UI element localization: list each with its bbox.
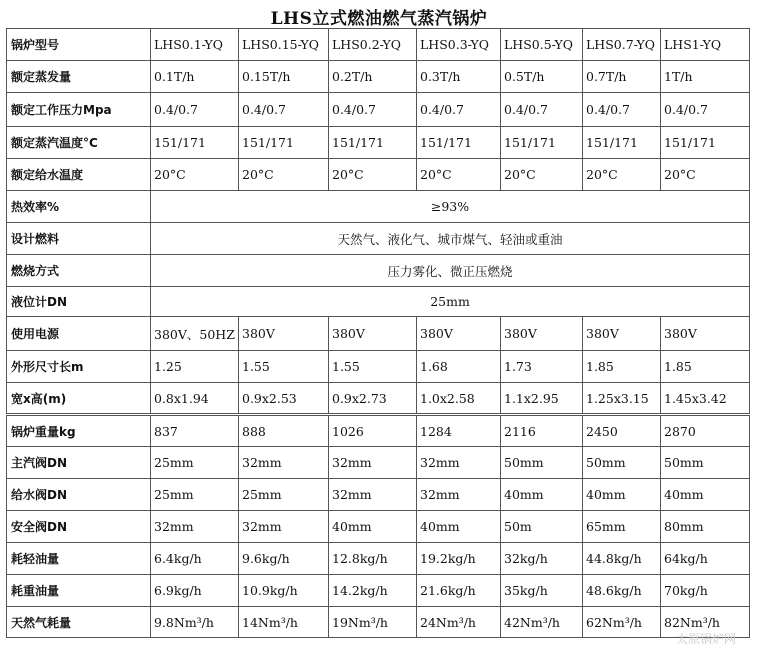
spec-table xyxy=(6,28,750,638)
table-cell: 40mm xyxy=(417,511,501,543)
table-cell: 9.6kg/h xyxy=(239,543,329,575)
table-cell: 19Nm³/h xyxy=(329,607,417,638)
table-cell: 1026 xyxy=(329,415,417,447)
table-row xyxy=(7,479,750,511)
row-label: 设计燃料 xyxy=(7,223,151,255)
row-label: 锅炉型号 xyxy=(7,29,151,61)
table-row xyxy=(7,575,750,607)
table-cell: 0.4/0.7 xyxy=(417,93,501,127)
table-cell: 10.9kg/h xyxy=(239,575,329,607)
table-cell: 42Nm³/h xyxy=(501,607,583,638)
table-cell: 1.85 xyxy=(661,351,750,383)
table-cell: 1.25x3.15 xyxy=(583,383,661,415)
row-label: 热效率% xyxy=(7,191,151,223)
table-row xyxy=(7,29,750,61)
table-cell: 380V xyxy=(329,317,417,351)
table-cell: 6.4kg/h xyxy=(151,543,239,575)
table-cell: 64kg/h xyxy=(661,543,750,575)
table-cell: 20°C xyxy=(661,159,750,191)
table-row xyxy=(7,543,750,575)
table-cell: 0.1T/h xyxy=(151,61,239,93)
table-cell: 1284 xyxy=(417,415,501,447)
row-label: 使用电源 xyxy=(7,317,151,351)
table-cell: 380V xyxy=(583,317,661,351)
row-label: 额定工作压力Mpa xyxy=(7,93,151,127)
table-cell: 65mm xyxy=(583,511,661,543)
table-row xyxy=(7,223,750,255)
table-cell: 50mm xyxy=(661,447,750,479)
row-label: 燃烧方式 xyxy=(7,255,151,287)
table-cell: 50mm xyxy=(501,447,583,479)
table-cell: 32mm xyxy=(417,447,501,479)
table-cell: 0.4/0.7 xyxy=(239,93,329,127)
table-cell: 1.1x2.95 xyxy=(501,383,583,415)
table-cell-merged: ≥93% xyxy=(151,191,750,223)
row-label: 额定蒸汽温度°C xyxy=(7,127,151,159)
table-cell: 0.8x1.94 xyxy=(151,383,239,415)
table-cell: 32kg/h xyxy=(501,543,583,575)
table-cell: 44.8kg/h xyxy=(583,543,661,575)
table-cell: 50mm xyxy=(583,447,661,479)
table-cell: 0.4/0.7 xyxy=(583,93,661,127)
row-label: 额定给水温度 xyxy=(7,159,151,191)
row-label: 天然气耗量 xyxy=(7,607,151,638)
table-cell: 0.9x2.53 xyxy=(239,383,329,415)
table-row xyxy=(7,607,750,638)
table-cell: LHS1-YQ xyxy=(661,29,750,61)
table-cell: 2870 xyxy=(661,415,750,447)
table-row xyxy=(7,93,750,127)
row-label: 外形尺寸长m xyxy=(7,351,151,383)
table-cell: 380V xyxy=(501,317,583,351)
table-cell: 25mm xyxy=(239,479,329,511)
table-cell: 1.55 xyxy=(239,351,329,383)
table-cell: 20°C xyxy=(329,159,417,191)
table-cell: 0.9x2.73 xyxy=(329,383,417,415)
table-cell: 151/171 xyxy=(239,127,329,159)
table-cell: 0.4/0.7 xyxy=(329,93,417,127)
table-cell: 0.4/0.7 xyxy=(501,93,583,127)
table-cell: 1.0x2.58 xyxy=(417,383,501,415)
table-cell: 50m xyxy=(501,511,583,543)
table-cell: LHS0.2-YQ xyxy=(329,29,417,61)
table-row xyxy=(7,287,750,317)
table-cell: 70kg/h xyxy=(661,575,750,607)
row-label: 液位计DN xyxy=(7,287,151,317)
table-cell: 20°C xyxy=(417,159,501,191)
table-cell: 40mm xyxy=(501,479,583,511)
row-label: 耗重油量 xyxy=(7,575,151,607)
table-cell: LHS0.1-YQ xyxy=(151,29,239,61)
table-cell: 25mm xyxy=(151,447,239,479)
table-row xyxy=(7,255,750,287)
table-cell: 6.9kg/h xyxy=(151,575,239,607)
table-cell: 0.5T/h xyxy=(501,61,583,93)
table-cell: 151/171 xyxy=(583,127,661,159)
table-cell: 1.45x3.42 xyxy=(661,383,750,415)
table-cell: 1.68 xyxy=(417,351,501,383)
table-cell: 40mm xyxy=(329,511,417,543)
table-cell-merged: 天然气、液化气、城市煤气、轻油或重油 xyxy=(151,223,750,255)
row-label: 主汽阀DN xyxy=(7,447,151,479)
table-cell: 151/171 xyxy=(417,127,501,159)
table-cell: 9.8Nm³/h xyxy=(151,607,239,638)
table-cell: 837 xyxy=(151,415,239,447)
table-cell: 0.4/0.7 xyxy=(661,93,750,127)
table-cell: 0.15T/h xyxy=(239,61,329,93)
table-cell: 32mm xyxy=(329,479,417,511)
row-label: 额定蒸发量 xyxy=(7,61,151,93)
table-cell-merged: 压力雾化、微正压燃烧 xyxy=(151,255,750,287)
table-cell: 888 xyxy=(239,415,329,447)
row-label: 给水阀DN xyxy=(7,479,151,511)
table-cell: 32mm xyxy=(151,511,239,543)
row-label: 耗轻油量 xyxy=(7,543,151,575)
table-row xyxy=(7,317,750,351)
table-row xyxy=(7,191,750,223)
table-row xyxy=(7,61,750,93)
table-cell: 14.2kg/h xyxy=(329,575,417,607)
table-row xyxy=(7,351,750,383)
table-cell: 48.6kg/h xyxy=(583,575,661,607)
table-cell: 0.2T/h xyxy=(329,61,417,93)
table-cell: 20°C xyxy=(501,159,583,191)
table-cell: 151/171 xyxy=(501,127,583,159)
row-label: 宽x高(m) xyxy=(7,383,151,415)
table-cell: 32mm xyxy=(239,447,329,479)
table-cell: 32mm xyxy=(417,479,501,511)
table-cell: LHS0.7-YQ xyxy=(583,29,661,61)
table-cell: 20°C xyxy=(151,159,239,191)
table-cell: 380V、50HZ xyxy=(151,317,239,351)
table-cell: 151/171 xyxy=(329,127,417,159)
table-cell: 380V xyxy=(661,317,750,351)
watermark: 太原锅炉网 xyxy=(675,632,736,646)
table-cell: 0.3T/h xyxy=(417,61,501,93)
table-cell: 14Nm³/h xyxy=(239,607,329,638)
table-row xyxy=(7,447,750,479)
table-cell: 12.8kg/h xyxy=(329,543,417,575)
table-row xyxy=(7,511,750,543)
table-cell: 40mm xyxy=(661,479,750,511)
table-cell: 20°C xyxy=(583,159,661,191)
table-cell: 0.4/0.7 xyxy=(151,93,239,127)
table-cell: 32mm xyxy=(329,447,417,479)
page-title: LHS立式燃油燃气蒸汽锅炉 xyxy=(270,9,488,29)
table-cell: 32mm xyxy=(239,511,329,543)
table-cell: 1.73 xyxy=(501,351,583,383)
table-cell: LHS0.3-YQ xyxy=(417,29,501,61)
table-cell: 35kg/h xyxy=(501,575,583,607)
row-label: 锅炉重量kg xyxy=(7,415,151,447)
table-cell: 2116 xyxy=(501,415,583,447)
table-cell: LHS0.15-YQ xyxy=(239,29,329,61)
table-row xyxy=(7,159,750,191)
table-cell: 380V xyxy=(417,317,501,351)
table-cell: 82Nm³/h xyxy=(661,607,750,638)
table-cell: 21.6kg/h xyxy=(417,575,501,607)
table-cell: 40mm xyxy=(583,479,661,511)
table-cell: 1.55 xyxy=(329,351,417,383)
table-row xyxy=(7,383,750,415)
table-cell: 80mm xyxy=(661,511,750,543)
table-cell: 24Nm³/h xyxy=(417,607,501,638)
table-cell: 25mm xyxy=(151,479,239,511)
table-cell-merged: 25mm xyxy=(151,287,750,317)
table-cell: 62Nm³/h xyxy=(583,607,661,638)
table-cell: 1.25 xyxy=(151,351,239,383)
table-cell: LHS0.5-YQ xyxy=(501,29,583,61)
table-cell: 2450 xyxy=(583,415,661,447)
row-label: 安全阀DN xyxy=(7,511,151,543)
table-row xyxy=(7,415,750,447)
table-cell: 1T/h xyxy=(661,61,750,93)
table-cell: 19.2kg/h xyxy=(417,543,501,575)
table-cell: 380V xyxy=(239,317,329,351)
table-cell: 20°C xyxy=(239,159,329,191)
table-cell: 1.85 xyxy=(583,351,661,383)
table-cell: 0.7T/h xyxy=(583,61,661,93)
table-row xyxy=(7,127,750,159)
table-cell: 151/171 xyxy=(661,127,750,159)
table-cell: 151/171 xyxy=(151,127,239,159)
